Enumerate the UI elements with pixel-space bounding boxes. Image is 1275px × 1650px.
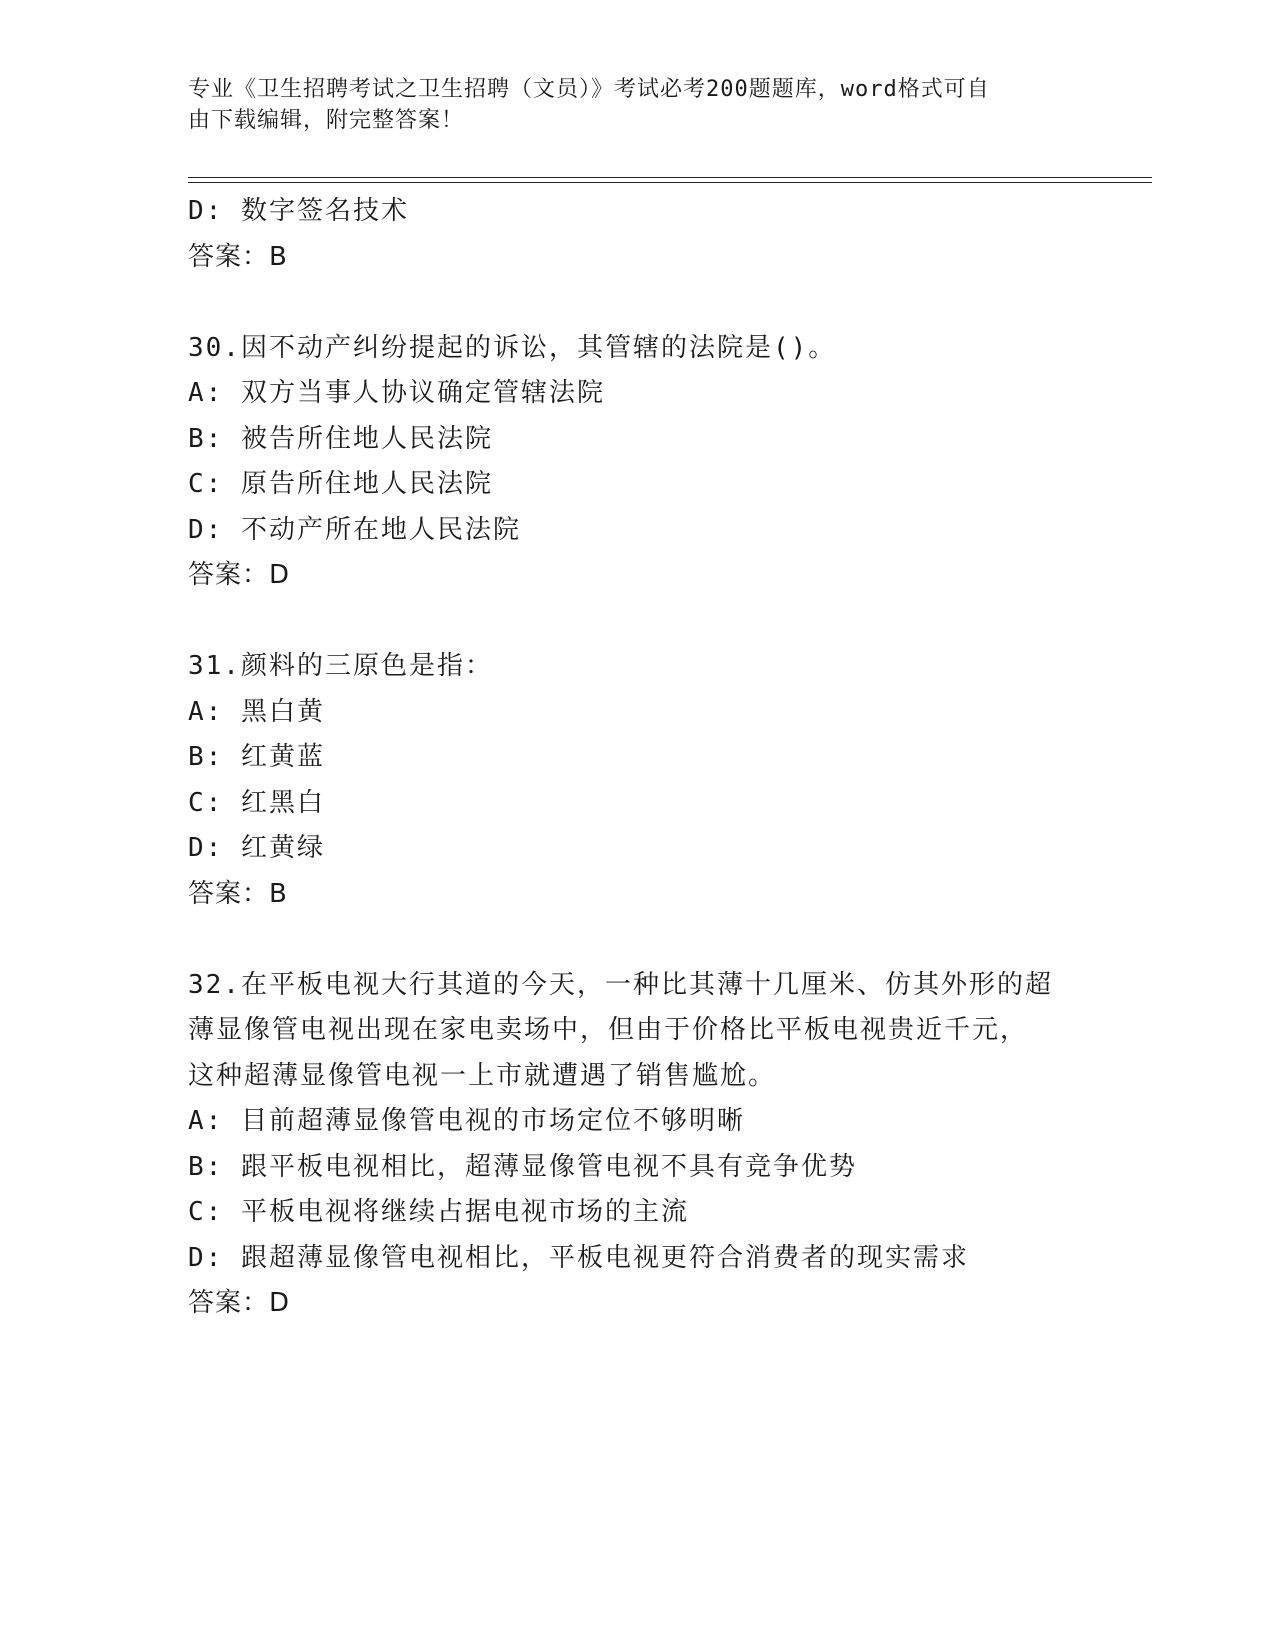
question-stem: 31.颜料的三原色是指： (188, 651, 493, 681)
question-stem: 30.因不动产纠纷提起的诉讼，其管辖的法院是()。 (188, 332, 837, 363)
question-stem-line-2: 薄显像管电视出现在家电卖场中，但由于价格比平板电视贵近千元， (188, 1015, 1029, 1045)
option-d: D: 跟超薄显像管电视相比，平板电视更符合消费者的现实需求 (188, 1242, 969, 1273)
option-c: C: 红黑白 (188, 787, 325, 818)
option-b: B: 红黄蓝 (188, 742, 325, 772)
option-c: C: 平板电视将继续占据电视市场的主流 (188, 1197, 689, 1227)
question-stem-line-3: 这种超薄显像管电视一上市就遭遇了销售尴尬。 (188, 1060, 777, 1091)
answer-line: 答案：B (188, 878, 288, 909)
option-d: D: 不动产所在地人民法院 (188, 514, 521, 545)
option-d: D: 红黄绿 (188, 833, 325, 863)
question-31 (188, 644, 1088, 917)
header-divider-top (188, 177, 1152, 178)
question-32 (188, 963, 1088, 1327)
previous-question-tail (188, 189, 1088, 280)
header-line-1: 专业《卫生招聘考试之卫生招聘（文员）》考试必考200题题库，word格式可自 (188, 77, 990, 102)
header-line-2: 由下载编辑，附完整答案！ (188, 108, 465, 133)
option-c: C: 原告所住地人民法院 (188, 469, 493, 499)
question-stem-line-1: 32.在平板电视大行其道的今天，一种比其薄十几厘米、仿其外形的超 (188, 969, 1053, 1000)
answer-line: 答案：D (188, 1288, 291, 1318)
spacer (188, 280, 1088, 326)
option-a: A: 目前超薄显像管电视的市场定位不够明晰 (188, 1106, 745, 1136)
document-header-note (188, 74, 1088, 136)
option-a: A: 双方当事人协议确定管辖法院 (188, 378, 605, 408)
answer-line: 答案：D (188, 560, 291, 590)
option-a: A: 黑白黄 (188, 696, 325, 727)
answer-line: 答案：B (188, 241, 288, 272)
spacer (188, 599, 1088, 645)
spacer (188, 917, 1088, 963)
option-b: B: 跟平板电视相比，超薄显像管电视不具有竞争优势 (188, 1151, 857, 1182)
question-list (188, 189, 1088, 1327)
header-divider-bottom (188, 182, 1152, 183)
option-b: B: 被告所住地人民法院 (188, 423, 493, 454)
question-30 (188, 326, 1088, 599)
option-d: D: 数字签名技术 (188, 196, 409, 226)
